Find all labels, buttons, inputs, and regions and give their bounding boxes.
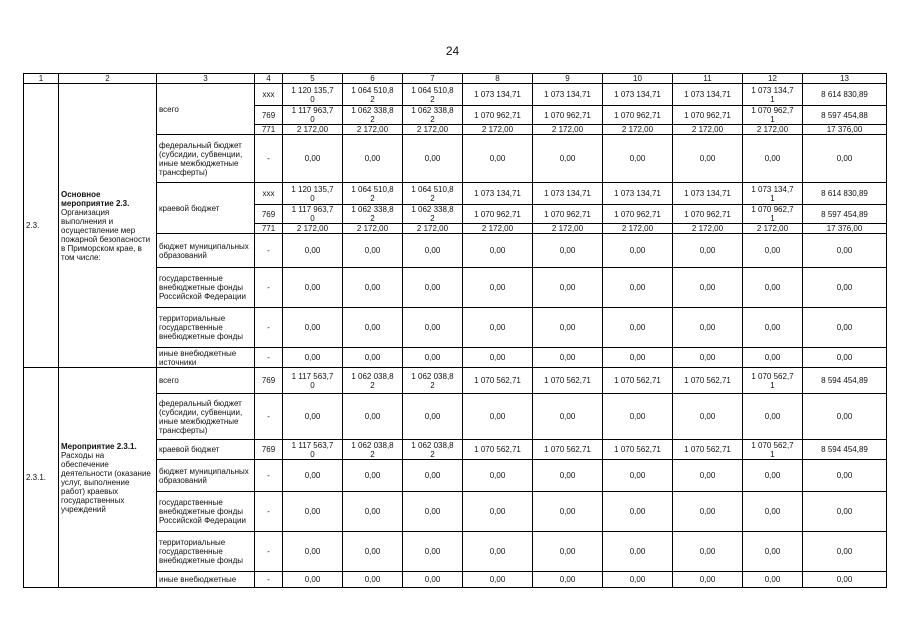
funding-source: федеральный бюджет (субсидии, субвенции, иные межбюджетные трансферты) [157, 135, 255, 183]
amount-cell: 2 172,00 [403, 224, 463, 234]
funding-source: всего [157, 84, 255, 135]
amount-cell: 0,00 [403, 234, 463, 268]
column-number-row [24, 74, 887, 84]
amount-cell: 8 597 454,88 [803, 106, 887, 125]
funding-source: государственные внебюджетные фонды Российской Федерации [157, 492, 255, 532]
budget-code: 771 [255, 125, 283, 135]
amount-cell: 0,00 [463, 460, 533, 492]
amount-cell: 0,00 [533, 348, 603, 368]
amount-cell: 17 376,00 [803, 224, 887, 234]
amount-cell: 1 070 962,71 [533, 205, 603, 224]
amount-cell: 0,00 [463, 234, 533, 268]
amount-cell: 0,00 [463, 308, 533, 348]
amount-cell: 2 172,00 [283, 224, 343, 234]
amount-cell: 1 070 962,7 1 [743, 205, 803, 224]
amount-cell: 2 172,00 [743, 125, 803, 135]
amount-cell: 0,00 [603, 135, 673, 183]
amount-cell: 1 064 510,8 2 [343, 183, 403, 205]
amount-cell: 0,00 [603, 532, 673, 572]
amount-cell: 1 062 338,8 2 [343, 106, 403, 125]
budget-code: - [255, 394, 283, 440]
amount-cell: 0,00 [533, 460, 603, 492]
budget-code: - [255, 308, 283, 348]
amount-cell: 1 062 338,8 2 [403, 205, 463, 224]
amount-cell: 1 070 962,7 1 [743, 106, 803, 125]
section-title: Мероприятие 2.3.1. [61, 441, 137, 451]
amount-cell: 0,00 [673, 348, 743, 368]
amount-cell: 0,00 [343, 308, 403, 348]
column-number: 6 [343, 74, 403, 84]
column-number: 2 [59, 74, 157, 84]
amount-cell: 1 070 562,71 [463, 440, 533, 460]
amount-cell: 1 062 038,8 2 [403, 440, 463, 460]
amount-cell: 0,00 [673, 492, 743, 532]
amount-cell: 1 070 962,71 [603, 106, 673, 125]
amount-cell: 0,00 [743, 460, 803, 492]
column-number: 13 [803, 74, 887, 84]
amount-cell: 1 064 510,8 2 [403, 183, 463, 205]
table-row [24, 84, 887, 106]
amount-cell: 0,00 [603, 394, 673, 440]
amount-cell: 1 120 135,7 0 [283, 183, 343, 205]
amount-cell: 2 172,00 [743, 224, 803, 234]
column-number: 5 [283, 74, 343, 84]
amount-cell: 0,00 [283, 268, 343, 308]
amount-cell: 0,00 [403, 308, 463, 348]
amount-cell: 1 062 038,8 2 [403, 368, 463, 394]
amount-cell: 0,00 [803, 234, 887, 268]
amount-cell: 2 172,00 [533, 125, 603, 135]
amount-cell: 1 070 962,71 [673, 106, 743, 125]
amount-cell: 1 073 134,71 [673, 183, 743, 205]
amount-cell: 0,00 [533, 135, 603, 183]
funding-source: бюджет муниципальных образований [157, 460, 255, 492]
amount-cell: 0,00 [283, 532, 343, 572]
amount-cell: 1 070 562,71 [533, 368, 603, 394]
amount-cell: 0,00 [603, 268, 673, 308]
amount-cell: 0,00 [283, 135, 343, 183]
amount-cell: 0,00 [673, 234, 743, 268]
amount-cell: 0,00 [463, 394, 533, 440]
amount-cell: 1 070 562,71 [603, 440, 673, 460]
amount-cell: 0,00 [403, 394, 463, 440]
budget-code: 769 [255, 205, 283, 224]
amount-cell: 0,00 [803, 268, 887, 308]
funding-source: территориальные государственные внебюджетные фонды [157, 532, 255, 572]
funding-source: территориальные государственные внебюджетные фонды [157, 308, 255, 348]
amount-cell: 0,00 [673, 135, 743, 183]
amount-cell: 1 070 962,71 [603, 205, 673, 224]
amount-cell: 0,00 [743, 572, 803, 588]
section-name [59, 368, 157, 588]
amount-cell: 0,00 [803, 394, 887, 440]
amount-cell: 2 172,00 [463, 224, 533, 234]
page-number: 24 [445, 44, 460, 58]
amount-cell: 0,00 [533, 394, 603, 440]
amount-cell: 0,00 [673, 394, 743, 440]
amount-cell: 0,00 [343, 492, 403, 532]
amount-cell: 0,00 [343, 460, 403, 492]
amount-cell: 1 070 962,71 [463, 106, 533, 125]
column-number: 10 [603, 74, 673, 84]
amount-cell: 8 614 830,89 [803, 183, 887, 205]
budget-code: - [255, 460, 283, 492]
amount-cell: 0,00 [803, 460, 887, 492]
column-number: 11 [673, 74, 743, 84]
amount-cell: 1 070 562,71 [673, 368, 743, 394]
amount-cell: 0,00 [803, 308, 887, 348]
amount-cell: 8 594 454,89 [803, 368, 887, 394]
budget-code: xxx [255, 84, 283, 106]
funding-source: иные внебюджетные [157, 572, 255, 588]
amount-cell: 0,00 [533, 572, 603, 588]
amount-cell: 0,00 [743, 348, 803, 368]
amount-cell: 0,00 [283, 348, 343, 368]
amount-cell: 1 070 562,71 [463, 368, 533, 394]
section-name [59, 84, 157, 368]
amount-cell: 0,00 [403, 348, 463, 368]
amount-cell: 1 073 134,71 [533, 84, 603, 106]
amount-cell: 1 073 134,71 [603, 183, 673, 205]
amount-cell: 0,00 [603, 348, 673, 368]
amount-cell: 1 070 562,7 1 [743, 368, 803, 394]
budget-code: 771 [255, 224, 283, 234]
amount-cell: 0,00 [463, 492, 533, 532]
amount-cell: 0,00 [533, 532, 603, 572]
amount-cell: 0,00 [673, 268, 743, 308]
amount-cell: 1 073 134,7 1 [743, 84, 803, 106]
section-description: Расходы на обеспечение деятельности (оказание услуг, выполнение работ) краевых государственных учреждений [61, 450, 151, 514]
amount-cell: 2 172,00 [343, 125, 403, 135]
amount-cell: 0,00 [533, 492, 603, 532]
amount-cell: 0,00 [743, 234, 803, 268]
amount-cell: 0,00 [603, 234, 673, 268]
amount-cell: 0,00 [343, 532, 403, 572]
amount-cell: 8 614 830,89 [803, 84, 887, 106]
amount-cell: 0,00 [673, 532, 743, 572]
table-row [24, 368, 887, 394]
amount-cell: 2 172,00 [603, 224, 673, 234]
amount-cell: 2 172,00 [463, 125, 533, 135]
amount-cell: 2 172,00 [533, 224, 603, 234]
column-number: 8 [463, 74, 533, 84]
amount-cell: 0,00 [743, 532, 803, 572]
column-number: 1 [24, 74, 59, 84]
amount-cell: 1 064 510,8 2 [343, 84, 403, 106]
amount-cell: 0,00 [803, 348, 887, 368]
amount-cell: 1 120 135,7 0 [283, 84, 343, 106]
amount-cell: 0,00 [403, 532, 463, 572]
amount-cell: 1 073 134,7 1 [743, 183, 803, 205]
amount-cell: 0,00 [283, 572, 343, 588]
amount-cell: 0,00 [403, 135, 463, 183]
table-body [24, 74, 887, 588]
funding-source: всего [157, 368, 255, 394]
column-number: 7 [403, 74, 463, 84]
budget-code: - [255, 572, 283, 588]
amount-cell: 0,00 [463, 268, 533, 308]
amount-cell: 1 117 963,7 0 [283, 106, 343, 125]
amount-cell: 0,00 [743, 492, 803, 532]
amount-cell: 0,00 [343, 348, 403, 368]
amount-cell: 1 117 563,7 0 [283, 368, 343, 394]
amount-cell: 0,00 [403, 492, 463, 532]
amount-cell: 2 172,00 [673, 125, 743, 135]
amount-cell: 8 597 454,89 [803, 205, 887, 224]
section-title: Основное мероприятие 2.3. [61, 189, 130, 208]
amount-cell: 2 172,00 [403, 125, 463, 135]
column-number: 12 [743, 74, 803, 84]
amount-cell: 0,00 [463, 532, 533, 572]
section-description: Организация выполнения и осуществление мер пожарной безопасности в Приморском крае, в том числе: [61, 207, 151, 262]
amount-cell: 0,00 [343, 268, 403, 308]
funding-source: бюджет муниципальных образований [157, 234, 255, 268]
amount-cell: 0,00 [803, 532, 887, 572]
amount-cell: 0,00 [283, 234, 343, 268]
amount-cell: 1 073 134,71 [603, 84, 673, 106]
amount-cell: 0,00 [283, 394, 343, 440]
amount-cell: 0,00 [743, 268, 803, 308]
amount-cell: 0,00 [343, 394, 403, 440]
amount-cell: 0,00 [463, 572, 533, 588]
budget-code: - [255, 532, 283, 572]
budget-code: - [255, 234, 283, 268]
amount-cell: 0,00 [673, 572, 743, 588]
amount-cell: 0,00 [533, 308, 603, 348]
amount-cell: 0,00 [603, 572, 673, 588]
amount-cell: 0,00 [403, 460, 463, 492]
amount-cell: 0,00 [283, 308, 343, 348]
funding-source: иные внебюджетные источники [157, 348, 255, 368]
amount-cell: 1 070 962,71 [533, 106, 603, 125]
amount-cell: 0,00 [533, 268, 603, 308]
amount-cell: 1 073 134,71 [463, 84, 533, 106]
column-number: 4 [255, 74, 283, 84]
amount-cell: 0,00 [403, 572, 463, 588]
amount-cell: 2 172,00 [673, 224, 743, 234]
amount-cell: 0,00 [283, 492, 343, 532]
funding-source: краевой бюджет [157, 440, 255, 460]
amount-cell: 0,00 [673, 308, 743, 348]
amount-cell: 1 117 963,7 0 [283, 205, 343, 224]
amount-cell: 17 376,00 [803, 125, 887, 135]
column-number: 9 [533, 74, 603, 84]
amount-cell: 0,00 [343, 572, 403, 588]
amount-cell: 1 062 338,8 2 [343, 205, 403, 224]
amount-cell: 1 073 134,71 [463, 183, 533, 205]
amount-cell: 2 172,00 [283, 125, 343, 135]
amount-cell: 1 073 134,71 [673, 84, 743, 106]
amount-cell: 0,00 [743, 394, 803, 440]
amount-cell: 0,00 [603, 308, 673, 348]
amount-cell: 1 062 338,8 2 [403, 106, 463, 125]
amount-cell: 0,00 [283, 460, 343, 492]
budget-code: 769 [255, 106, 283, 125]
amount-cell: 0,00 [463, 348, 533, 368]
amount-cell: 0,00 [803, 492, 887, 532]
amount-cell: 1 070 562,71 [533, 440, 603, 460]
funding-source: краевой бюджет [157, 183, 255, 234]
amount-cell: 0,00 [403, 268, 463, 308]
amount-cell: 0,00 [463, 135, 533, 183]
column-number: 3 [157, 74, 255, 84]
amount-cell: 1 070 562,71 [603, 368, 673, 394]
amount-cell: 1 070 962,71 [673, 205, 743, 224]
amount-cell: 0,00 [743, 135, 803, 183]
budget-code: 769 [255, 440, 283, 460]
section-index: 2.3. [24, 84, 59, 368]
section-index: 2.3.1. [24, 368, 59, 588]
budget-code: - [255, 268, 283, 308]
amount-cell: 0,00 [803, 135, 887, 183]
amount-cell: 2 172,00 [343, 224, 403, 234]
amount-cell: 0,00 [743, 308, 803, 348]
budget-code: - [255, 492, 283, 532]
amount-cell: 8 594 454,89 [803, 440, 887, 460]
funding-source: федеральный бюджет (субсидии, субвенции, иные межбюджетные трансферты) [157, 394, 255, 440]
amount-cell: 1 070 962,71 [463, 205, 533, 224]
amount-cell: 0,00 [343, 135, 403, 183]
amount-cell: 1 070 562,71 [673, 440, 743, 460]
budget-code: - [255, 135, 283, 183]
amount-cell: 1 062 038,8 2 [343, 368, 403, 394]
budget-code: xxx [255, 183, 283, 205]
amount-cell: 0,00 [603, 492, 673, 532]
budget-code: 769 [255, 368, 283, 394]
budget-table [23, 73, 887, 588]
amount-cell: 0,00 [343, 234, 403, 268]
amount-cell: 0,00 [673, 460, 743, 492]
amount-cell: 0,00 [803, 572, 887, 588]
amount-cell: 1 064 510,8 2 [403, 84, 463, 106]
budget-code: - [255, 348, 283, 368]
amount-cell: 1 073 134,71 [533, 183, 603, 205]
amount-cell: 1 070 562,7 1 [743, 440, 803, 460]
amount-cell: 1 117 563,7 0 [283, 440, 343, 460]
amount-cell: 0,00 [603, 460, 673, 492]
amount-cell: 0,00 [533, 234, 603, 268]
amount-cell: 2 172,00 [603, 125, 673, 135]
funding-source: государственные внебюджетные фонды Российской Федерации [157, 268, 255, 308]
amount-cell: 1 062 038,8 2 [343, 440, 403, 460]
